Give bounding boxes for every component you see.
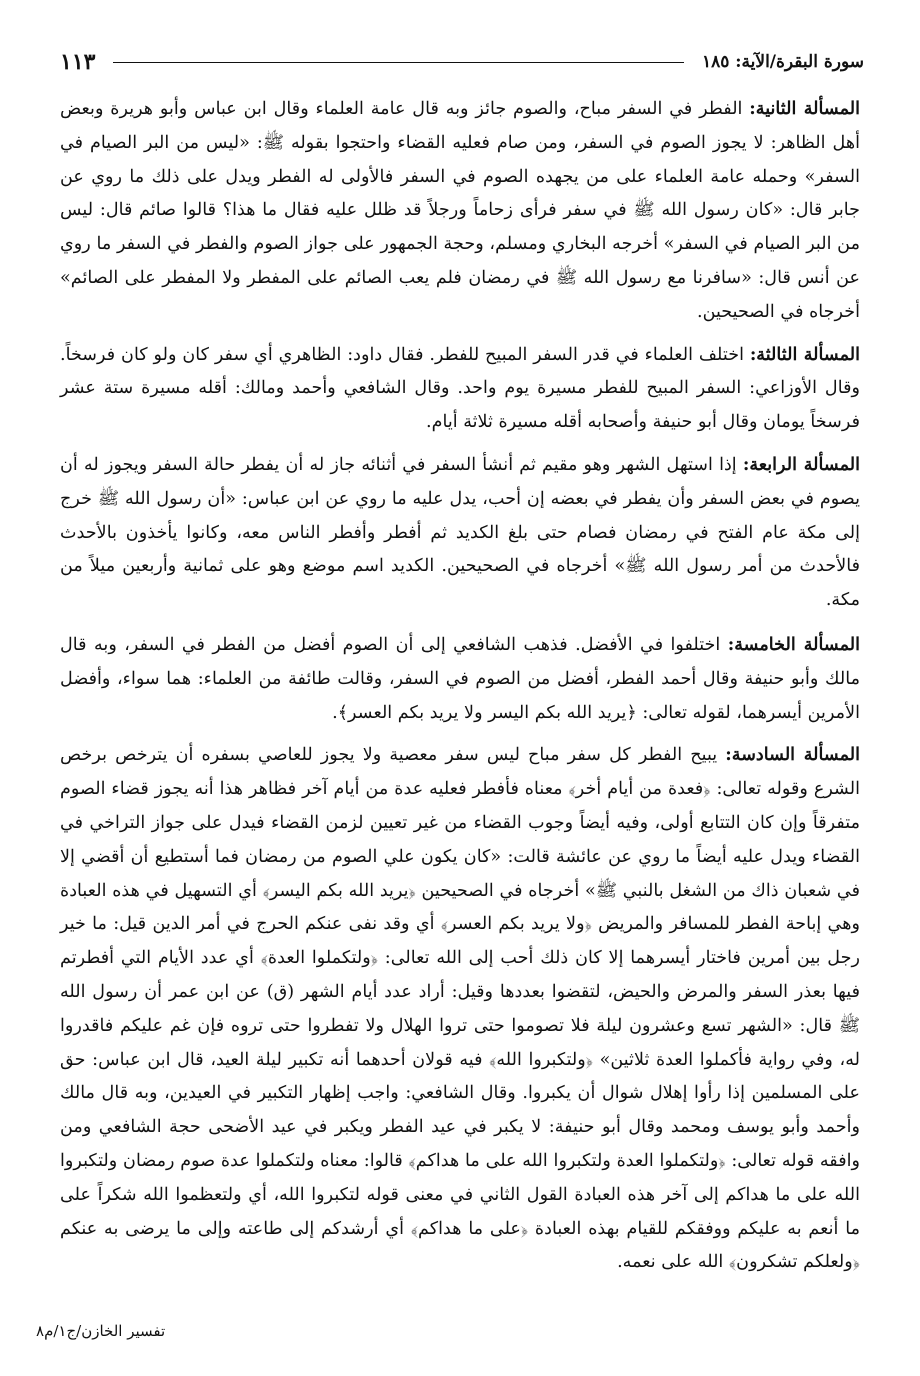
page-number: ١١٣: [60, 49, 96, 75]
footer-signature: تفسير الخازن/ج١/م٨: [36, 1322, 166, 1340]
paragraph-title: المسألة الرابعة:: [742, 453, 860, 475]
paragraph-title: المسألة الثالثة:: [749, 343, 860, 365]
paragraph-title: المسألة الثانية:: [749, 98, 860, 119]
paragraph-masala-5: [60, 628, 860, 730]
paragraph-masala-3: [60, 338, 860, 440]
paragraph-title: المسألة السادسة:: [725, 744, 860, 766]
paragraph-text: يبيح الفطر كل سفر مباح ليس سفر معصية ولا يجوز للعاصي بسفره أن يترخص برخص الشرع وقوله تعالى: ﴿فعدة من أيام أخر﴾ معناه فأفطر فعليه عدة من أيام آخر فظاهر هذا أنه يجوز قضاء الصوم متفرقاً وإن كان التتابع أولى، وفيه أيضاً وجوب القضاء من غير تعيين لزمن القضاء فيدل على جواز التراخي في القضاء ويدل عليه أيضاً ما روي عن عائشة قالت: «كان يكون علي الصوم من رمضان فما أستطيع أن أقضي إلا في شعبان ذاك من الشغل بالنبي ﷺ» أخرجاه في الصحيحين ﴿يريد الله بكم اليسر﴾ أي التسهيل في هذه العبادة وهي إباحة الفطر للمسافر والمريض ﴿ولا يريد بكم العسر﴾ أي وقد نفى عنكم الحرج في أمر الدين قيل: ما خير رجل بين أمرين فاختار أيسرهما إلا كان ذلك أحب إلى الله تعالى: ﴿ولتكملوا العدة﴾ أي عدد الأيام التي أفطرتم فيها بعذر السفر والمرض والحيض، لتقضوا بعددها وقيل: أراد عدد أيام الشهر (ق) عن ابن عمر أن رسول الله ﷺ قال: «الشهر تسع وعشرون ليلة فلا تصوموا حتى تروا الهلال ولا تفطروا حتى تروه فإن غم عليكم فاقدروا له، وفي رواية فأكملوا العدة ثلاثين» ﴿ولتكبروا الله﴾ فيه قولان أحدهما أنه تكبير ليلة العيد، قال ابن عباس: حق على المسلمين إذا رأوا إهلال شوال أن يكبروا. وقال الشافعي: واجب إظهار التكبير في العيدين، وبه قال مالك وأحمد وأبو يوسف ومحمد وقال أبو حنيفة: لا يكبر في عيد الفطر ويكبر في عيد الأضحى حجة الشافعي ومن وافقه قوله تعالى: ﴿ولتكملوا العدة ولتكبروا الله على ما هداكم﴾ قالوا: معناه ولتكملوا عدة صوم رمضان ولتكبروا الله على ما هداكم إلى آخر هذه العبادة القول الثاني في معنى قوله لتكبروا الله، أي ولتعظموا الله شكراً على ما أنعم به عليكم ووفقكم للقيام بهذه العبادة ﴿على ما هداكم﴾ أي أرشدكم إلى طاعته وإلى ما يرضى به عنكم ﴿ولعلكم تشكرون﴾ الله على نعمه.: [60, 745, 860, 1273]
surah-reference: سورة البقرة/الآية: ١٨٥: [701, 52, 864, 72]
paragraph-text: اختلفوا في الأفضل. فذهب الشافعي إلى أن الصوم أفضل من الفطر في السفر، وبه قال مالك وأبو حنيفة وقال أحمد الفطر، أفضل من الصوم في السفر، وقالت طائفة من العلماء: هما سواء، وأفضل الأمرين أيسرهما، لقوله تعالى: ﴿يريد الله بكم اليسر ولا يريد بكم العسر﴾.: [60, 634, 860, 723]
running-header: [60, 44, 864, 80]
paragraph-masala-2: [60, 92, 860, 330]
header-rule: [113, 62, 683, 63]
body-text: [60, 92, 860, 1288]
paragraph-masala-4: [60, 448, 860, 618]
paragraph-title: المسألة الخامسة:: [727, 633, 860, 655]
paragraph-text: اختلف العلماء في قدر السفر المبيح للفطر. فقال داود: الظاهري أي سفر كان ولو كان فرسخاً. وقال الأوزاعي: السفر المبيح للفطر مسيرة يوم واحد. وقال الشافعي وأحمد ومالك: أقله مسيرة ستة عشر فرسخاً يومان وقال أبو حنيفة وأصحابه أقله مسيرة ثلاثة أيام.: [60, 344, 860, 433]
paragraph-masala-6: [60, 738, 860, 1280]
paragraph-text: إذا استهل الشهر وهو مقيم ثم أنشأ السفر في أثنائه جاز له أن يفطر حالة السفر ويجوز له أن يصوم في بعض السفر وأن يفطر في بعضه إن أحب، يدل عليه ما روي عن ابن عباس: «أن رسول الله ﷺ خرج إلى مكة عام الفتح في رمضان فصام حتى بلغ الكديد ثم أفطر وأفطر الناس معه، وكانوا يأخذون بالأحدث فالأحدث من أمر رسول الله ﷺ» أخرجاه في الصحيحين. الكديد اسم موضع وهو على ثمانية وأربعين ميلاً من مكة.: [60, 454, 860, 611]
paragraph-text: الفطر في السفر مباح، والصوم جائز وبه قال عامة العلماء وقال ابن عباس وأبو هريرة وبعض أهل الظاهر: لا يجوز الصوم في السفر، ومن صام فعليه القضاء واحتجوا بقوله ﷺ: «ليس من البر الصيام في السفر» وحمله عامة العلماء على من يجهده الصوم في السفر فالأولى له الفطر ويدل على ذلك ما روي عن جابر قال: «كان رسول الله ﷺ في سفر فرأى زحاماً ورجلاً قد ظلل عليه فقال ما هذا؟ قالوا صائم قال: ليس من البر الصيام في السفر» أخرجه البخاري ومسلم، وحجة الجمهور على جواز الصوم والفطر في السفر ما روي عن أنس قال: «سافرنا مع رسول الله ﷺ في رمضان فلم يعب الصائم على المفطر ولا المفطر على الصائم» أخرجاه في الصحيحين.: [60, 99, 860, 322]
